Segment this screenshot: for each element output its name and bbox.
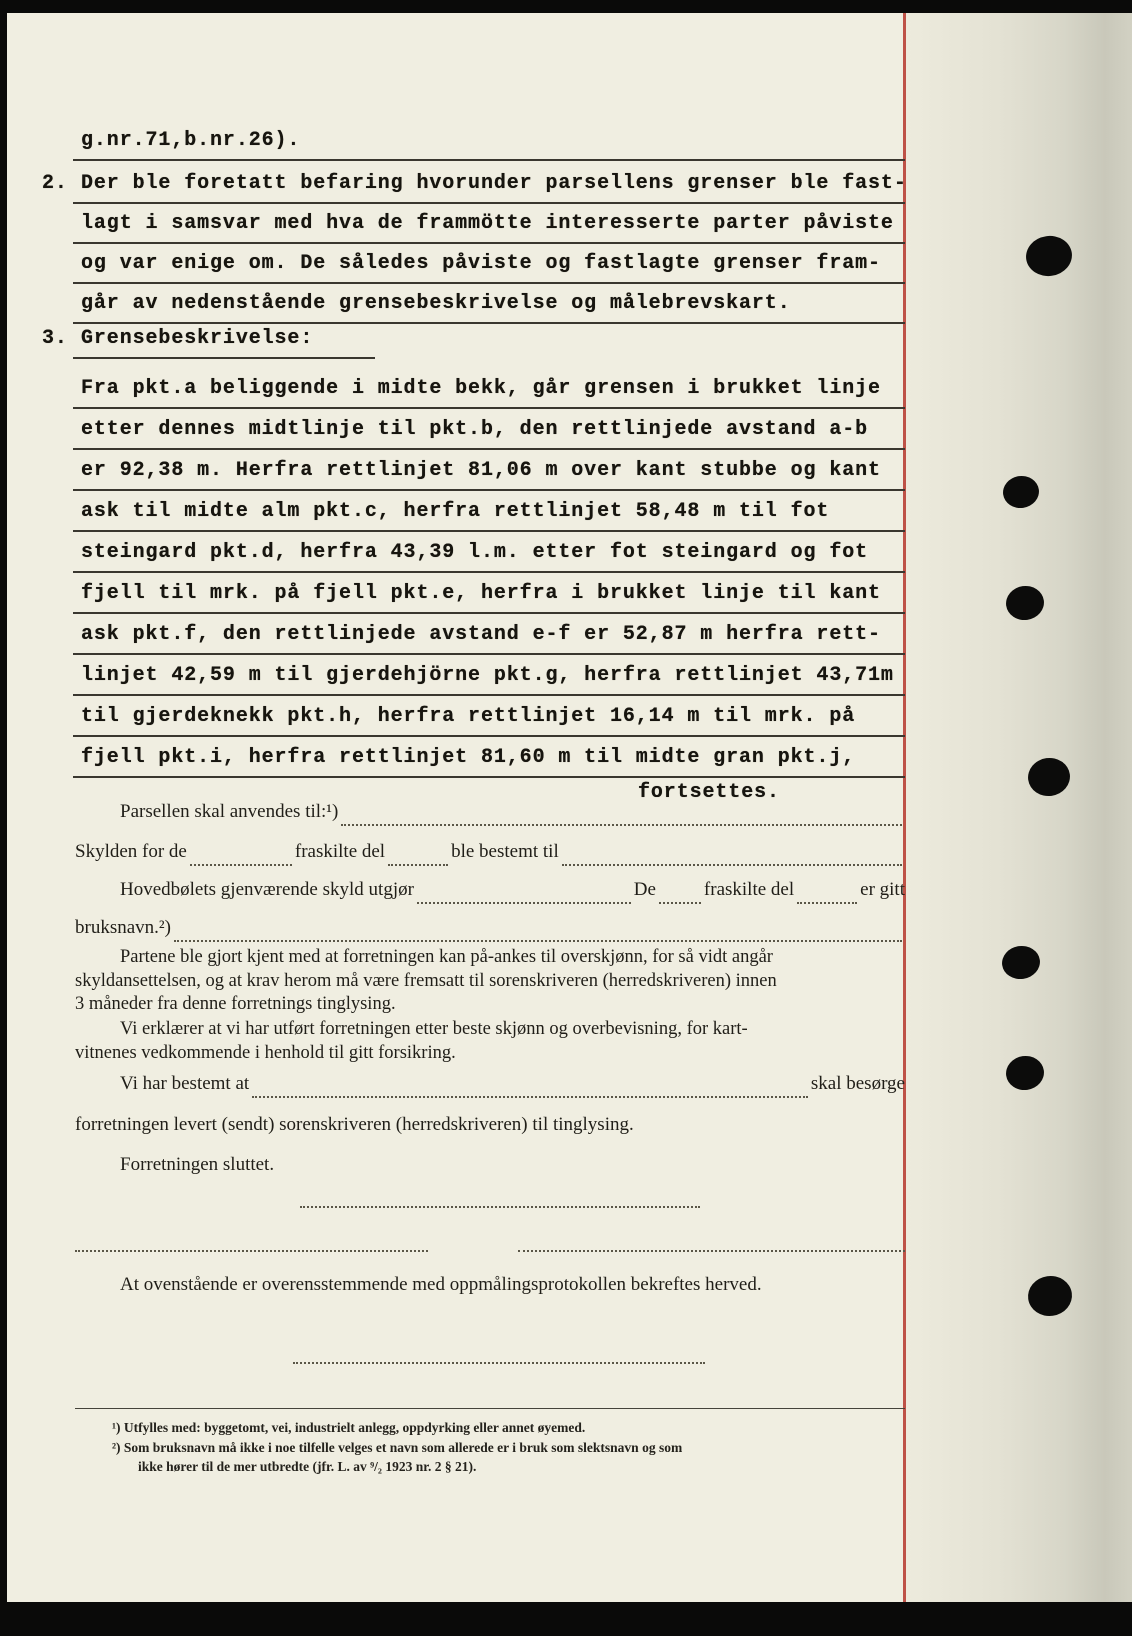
delivery-line: forretningen levert (sendt) sorenskriveren (herredskriveren) til tinglysing. bbox=[75, 1114, 634, 1135]
hoved-label-1: Hovedbølets gjenværende skyld utgjør bbox=[120, 879, 414, 900]
signature-line bbox=[300, 1206, 700, 1208]
hoved-label-4: er gitt bbox=[860, 879, 905, 900]
paragraph-line: Vi erklærer at vi har utført forretningen etter beste skjønn og overbevisning, for kart- bbox=[120, 1019, 748, 1039]
hoved-label-2: De bbox=[633, 879, 656, 900]
typed-line: linjet 42,59 m til gjerdehjörne pkt.g, herfra rettlinjet 43,71m bbox=[73, 655, 905, 696]
typed-line: ask pkt.f, den rettlinjede avstand e-f er 52,87 m herfra rett- bbox=[73, 614, 905, 655]
typed-line: går av nedenstående grensebeskrivelse og målebrevskart. bbox=[73, 283, 905, 324]
skyld-label-3: ble bestemt til bbox=[451, 841, 559, 862]
page-fold-margin bbox=[906, 13, 1132, 1602]
item2-number: 2. bbox=[42, 172, 68, 195]
typed-line: steingard pkt.d, herfra 43,39 l.m. etter fot steingard og fot bbox=[73, 532, 905, 573]
declaration-paragraph bbox=[75, 1018, 907, 1065]
typed-line: Fra pkt.a beliggende i midte bekk, går grensen i brukket linje bbox=[73, 368, 905, 409]
scan-edge-bottom bbox=[0, 1602, 1132, 1636]
typed-line: fjell pkt.i, herfra rettlinjet 81,60 m til midte gran pkt.j, bbox=[73, 737, 905, 778]
hoved-label-3: fraskilte del bbox=[703, 879, 795, 900]
footnote-separator bbox=[75, 1408, 905, 1409]
footnote-1: ¹) Utfylles med: byggetomt, vei, industrielt anlegg, oppdyrking eller annet øyemed. bbox=[112, 1420, 586, 1435]
skyld-label-1: Skylden for de bbox=[75, 841, 187, 862]
bestemt-label: Vi har bestemt at bbox=[120, 1073, 250, 1094]
item3-number: 3. bbox=[42, 327, 68, 350]
blank-fill bbox=[190, 840, 292, 866]
blank-fill bbox=[797, 878, 857, 904]
signature-line bbox=[293, 1362, 705, 1364]
footnote-2-line2: ikke hører til de mer utbredte (jfr. L. av ⁹/₂ 1923 nr. 2 § 21). bbox=[138, 1459, 477, 1474]
blank-fill bbox=[341, 800, 902, 826]
typed-line: etter dennes midtlinje til pkt.b, den rettlinjede avstand a-b bbox=[73, 409, 905, 450]
typed-line: Der ble foretatt befaring hvorunder parsellens grenser ble fast- bbox=[73, 163, 905, 204]
appeal-paragraph bbox=[75, 946, 907, 1017]
typed-line: ask til midte alm pkt.c, herfra rettlinjet 58,48 m til fot bbox=[73, 491, 905, 532]
bruksnavn-label: bruksnavn.²) bbox=[75, 917, 171, 938]
bestemt-suffix: skal besørge bbox=[810, 1073, 905, 1094]
skyld-label-2: fraskilte del bbox=[294, 841, 386, 862]
blank-fill bbox=[659, 878, 701, 904]
blank-fill bbox=[174, 916, 902, 942]
continuation-note: fortsettes. bbox=[638, 781, 780, 804]
use-label: Parsellen skal anvendes til:¹) bbox=[120, 801, 339, 822]
closed-line: Forretningen sluttet. bbox=[120, 1154, 275, 1175]
typed-line: og var enige om. De således påviste og fastlagte grenser fram- bbox=[73, 243, 905, 284]
footnote-2-line1: ²) Som bruksnavn må ikke i noe tilfelle velges et navn som allerede er i bruk som slektsnavn og som bbox=[112, 1440, 683, 1455]
typed-line: til gjerdeknekk pkt.h, herfra rettlinjet 16,14 m til mrk. på bbox=[73, 696, 905, 737]
typed-line: lagt i samsvar med hva de frammötte interesserte parter påviste bbox=[73, 203, 905, 244]
bestemt-row bbox=[120, 1070, 905, 1098]
scan-edge-left bbox=[0, 0, 7, 1636]
blank-fill bbox=[417, 878, 631, 904]
signature-line bbox=[75, 1250, 428, 1252]
hoved-row bbox=[120, 876, 905, 904]
paragraph-line: vitnenes vedkommende i henhold til gitt forsikring. bbox=[75, 1042, 456, 1063]
blank-fill bbox=[562, 840, 902, 866]
confirmation-line: At ovenstående er overensstemmende med oppmålingsprotokollen bekreftes herved. bbox=[120, 1274, 762, 1295]
typed-header-line: g.nr.71,b.nr.26). bbox=[73, 120, 905, 161]
paragraph-line: Partene ble gjort kjent med at forretningen kan på-ankes til overskjønn, for så vidt angår bbox=[120, 947, 773, 967]
typed-line: er 92,38 m. Herfra rettlinjet 81,06 m over kant stubbe og kant bbox=[73, 450, 905, 491]
blank-fill bbox=[252, 1072, 808, 1098]
use-row bbox=[120, 798, 905, 826]
skyld-row bbox=[75, 838, 905, 866]
typed-line: fjell til mrk. på fjell pkt.e, herfra i brukket linje til kant bbox=[73, 573, 905, 614]
bruksnavn-row bbox=[75, 914, 905, 942]
paragraph-line: 3 måneder fra denne forretnings tinglysing. bbox=[75, 994, 396, 1014]
signature-line bbox=[518, 1250, 905, 1252]
blank-fill bbox=[388, 840, 448, 866]
paragraph-line: skyldansettelsen, og at krav herom må være fremsatt til sorenskriveren (herredskriveren) innen bbox=[75, 970, 777, 991]
scan-edge-top bbox=[0, 0, 1132, 13]
section-heading: Grensebeskrivelse: bbox=[73, 318, 375, 359]
